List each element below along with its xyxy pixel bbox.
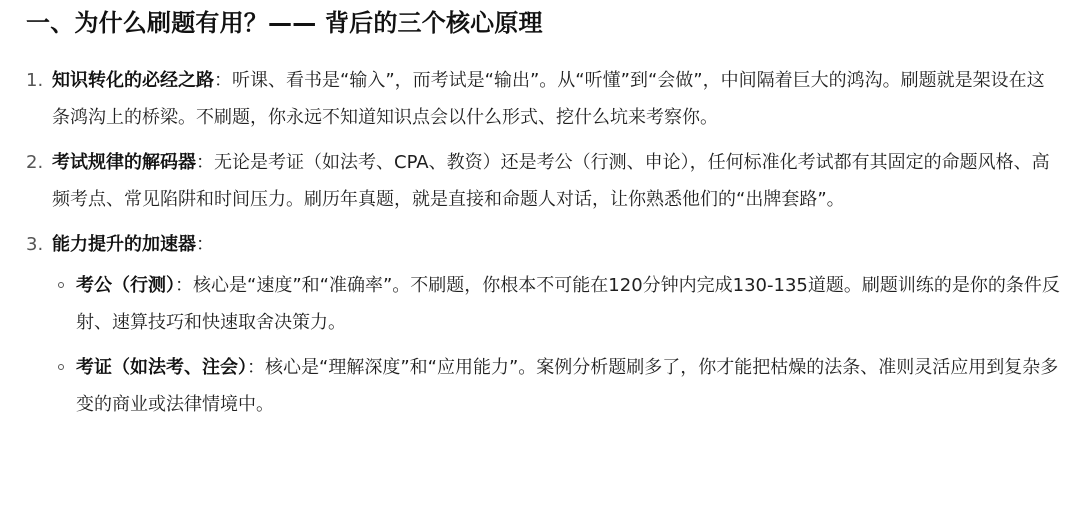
hollow-bullet-icon (58, 364, 64, 370)
section-heading: 一、为什么刷题有用？—— 背后的三个核心原理 (26, 9, 543, 37)
hollow-bullet-icon (58, 282, 64, 288)
sublist-item-text: ：核心是“理解深度”和“应用能力”。案例分析题刷多了，你才能把枯燥的法条、准则灵活应用到复杂多变的商业或法律情境中。 (76, 357, 1059, 415)
list-item-title: 知识转化的必经之路 (52, 70, 214, 91)
ability-sublist (52, 267, 1060, 423)
sublist-item-title: 考证（如法考、注会） (76, 357, 247, 378)
list-item-text: ：听课、看书是“输入”，而考试是“输出”。从“听懂”到“会做”，中间隔着巨大的鸿沟。刷题就是架设在这条鸿沟上的桥梁。不刷题，你永远不知道知识点会以什么形式、挖什么坑来考察你。 (52, 70, 1045, 128)
list-item-title: 考试规律的解码器 (52, 152, 196, 173)
list-item-ability-accelerator (26, 226, 1060, 423)
list-item-knowledge-transformation (26, 62, 1060, 136)
list-item-exam-decoder (26, 144, 1060, 218)
list-number: 3. (26, 234, 44, 255)
sublist-item-civil-service (52, 267, 1060, 341)
list-item-text: ：无论是考证（如法考、CPA、教资）还是考公（行测、申论），任何标准化考试都有其固定的命题风格、高频考点、常见陷阱和时间压力。刷历年真题，就是直接和命题人对话，让你熟悉他们的“出牌套路”。 (52, 152, 1050, 210)
sublist-item-title: 考公（行测） (76, 275, 175, 296)
list-number: 1. (26, 70, 44, 91)
list-item-text: ： (196, 234, 214, 255)
sublist-item-certification (52, 349, 1060, 423)
list-item-title: 能力提升的加速器 (52, 234, 196, 255)
list-number: 2. (26, 152, 44, 173)
sublist-item-text: ：核心是“速度”和“准确率”。不刷题，你根本不可能在120分钟内完成130-135道题。刷题训练的是你的条件反射、速算技巧和快速取舍决策力。 (76, 275, 1060, 333)
principles-list (26, 62, 1060, 423)
